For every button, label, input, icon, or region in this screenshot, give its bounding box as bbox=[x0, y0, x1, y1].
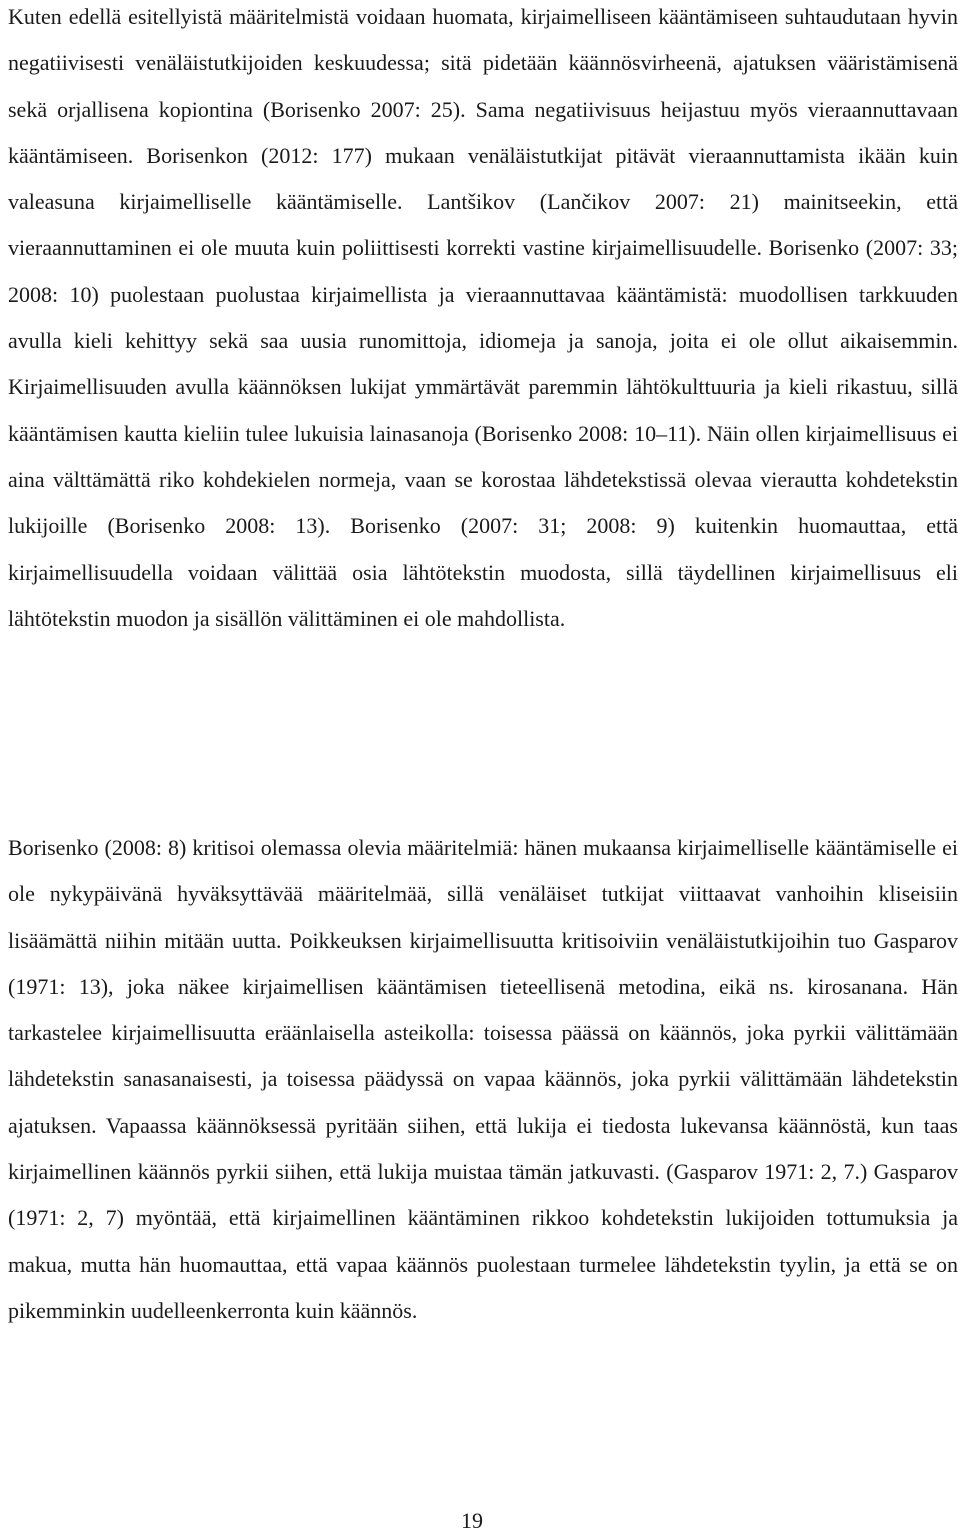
body-paragraph-2: Borisenko (2008: 8) kritisoi olemassa olevia määritelmiä: hänen mukaansa kirjaimelliselle kääntämiselle ei ole nykypäivänä hyväksyttävää määritelmää, sillä venäläiset tutkijat viittaavat vanhoihin kliseisiin lisäämättä niihin mitään uutta. Poikkeuksen kirjaimellisuutta kritisoiviin venäläistutkijoihin tuo Gasparov (1971: 13), joka näkee kirjaimellisen kääntämisen tieteellisenä metodina, eikä ns. kirosanana. Hän tarkastelee kirjaimellisuutta eräänlaisella asteikolla: toisessa päässä on käännös, joka pyrkii välittämään lähdetekstin sanasanaisesti, ja toisessa päädyssä on vapaa käännös, joka pyrkii välittämään lähdetekstin ajatuksen. Vapaassa käännöksessä pyritään siihen, että lukija ei tiedosta lukevansa käännöstä, kun taas kirjaimellinen käännös pyrkii siihen, että lukija muistaa tämän jatkuvasti. (Gasparov 1971: 2, 7.) Gasparov (1971: 2, 7) myöntää, että kirjaimellinen kääntäminen rikkoo kohdetekstin lukijoiden tottumuksia ja makua, mutta hän huomauttaa, että vapaa käännös puolestaan turmelee lähdetekstin tyylin, ja että se on pikemminkin uudelleenkerronta kuin käännös. bbox=[8, 835, 958, 1323]
body-paragraph-1: Kuten edellä esitellyistä määritelmistä voidaan huomata, kirjaimelliseen kääntämiseen suhtaudutaan hyvin negatiivisesti venäläistutkijoiden keskuudessa; sitä pidetään käännösvirheenä, ajatuksen vääristämisenä sekä orjallisena kopiontina (Borisenko 2007: 25). Sama negatiivisuus heijastuu myös vieraannuttavaan kääntämiseen. Borisenkon (2012: 177) mukaan venäläistutkijat pitävät vieraannuttamista ikään kuin valeasuna kirjaimelliselle kääntämiselle. Lantšikov (Lančikov 2007: 21) mainitseekin, että vieraannuttaminen ei ole muuta kuin poliittisesti korrekti vastine kirjaimellisuudelle. Borisenko (2007: 33; 2008: 10) puolestaan puolustaa kirjaimellista ja vieraannuttavaa kääntämistä: muodollisen tarkkuuden avulla kieli kehittyy sekä saa uusia runomittoja, idiomeja ja sanoja, joita ei ole ollut aikaisemmin. Kirjaimellisuuden avulla käännöksen lukijat ymmärtävät paremmin lähtökulttuuria ja kieli rikastuu, sillä kääntämisen kautta kieliin tulee lukuisia lainasanoja (Borisenko 2008: 10–11). Näin ollen kirjaimellisuus ei aina välttämättä riko kohdekielen normeja, vaan se korostaa lähdetekstissä olevaa vierautta kohdetekstin lukijoille (Borisenko 2008: 13). Borisenko (2007: 31; 2008: 9) kuitenkin huomauttaa, että kirjaimellisuudella voidaan välittää osia lähtötekstin muodosta, sillä täydellinen kirjaimellisuus eli lähtötekstin muodon ja sisällön välittäminen ei ole mahdollista. bbox=[8, 4, 958, 631]
page-number: 19 bbox=[461, 1508, 483, 1533]
